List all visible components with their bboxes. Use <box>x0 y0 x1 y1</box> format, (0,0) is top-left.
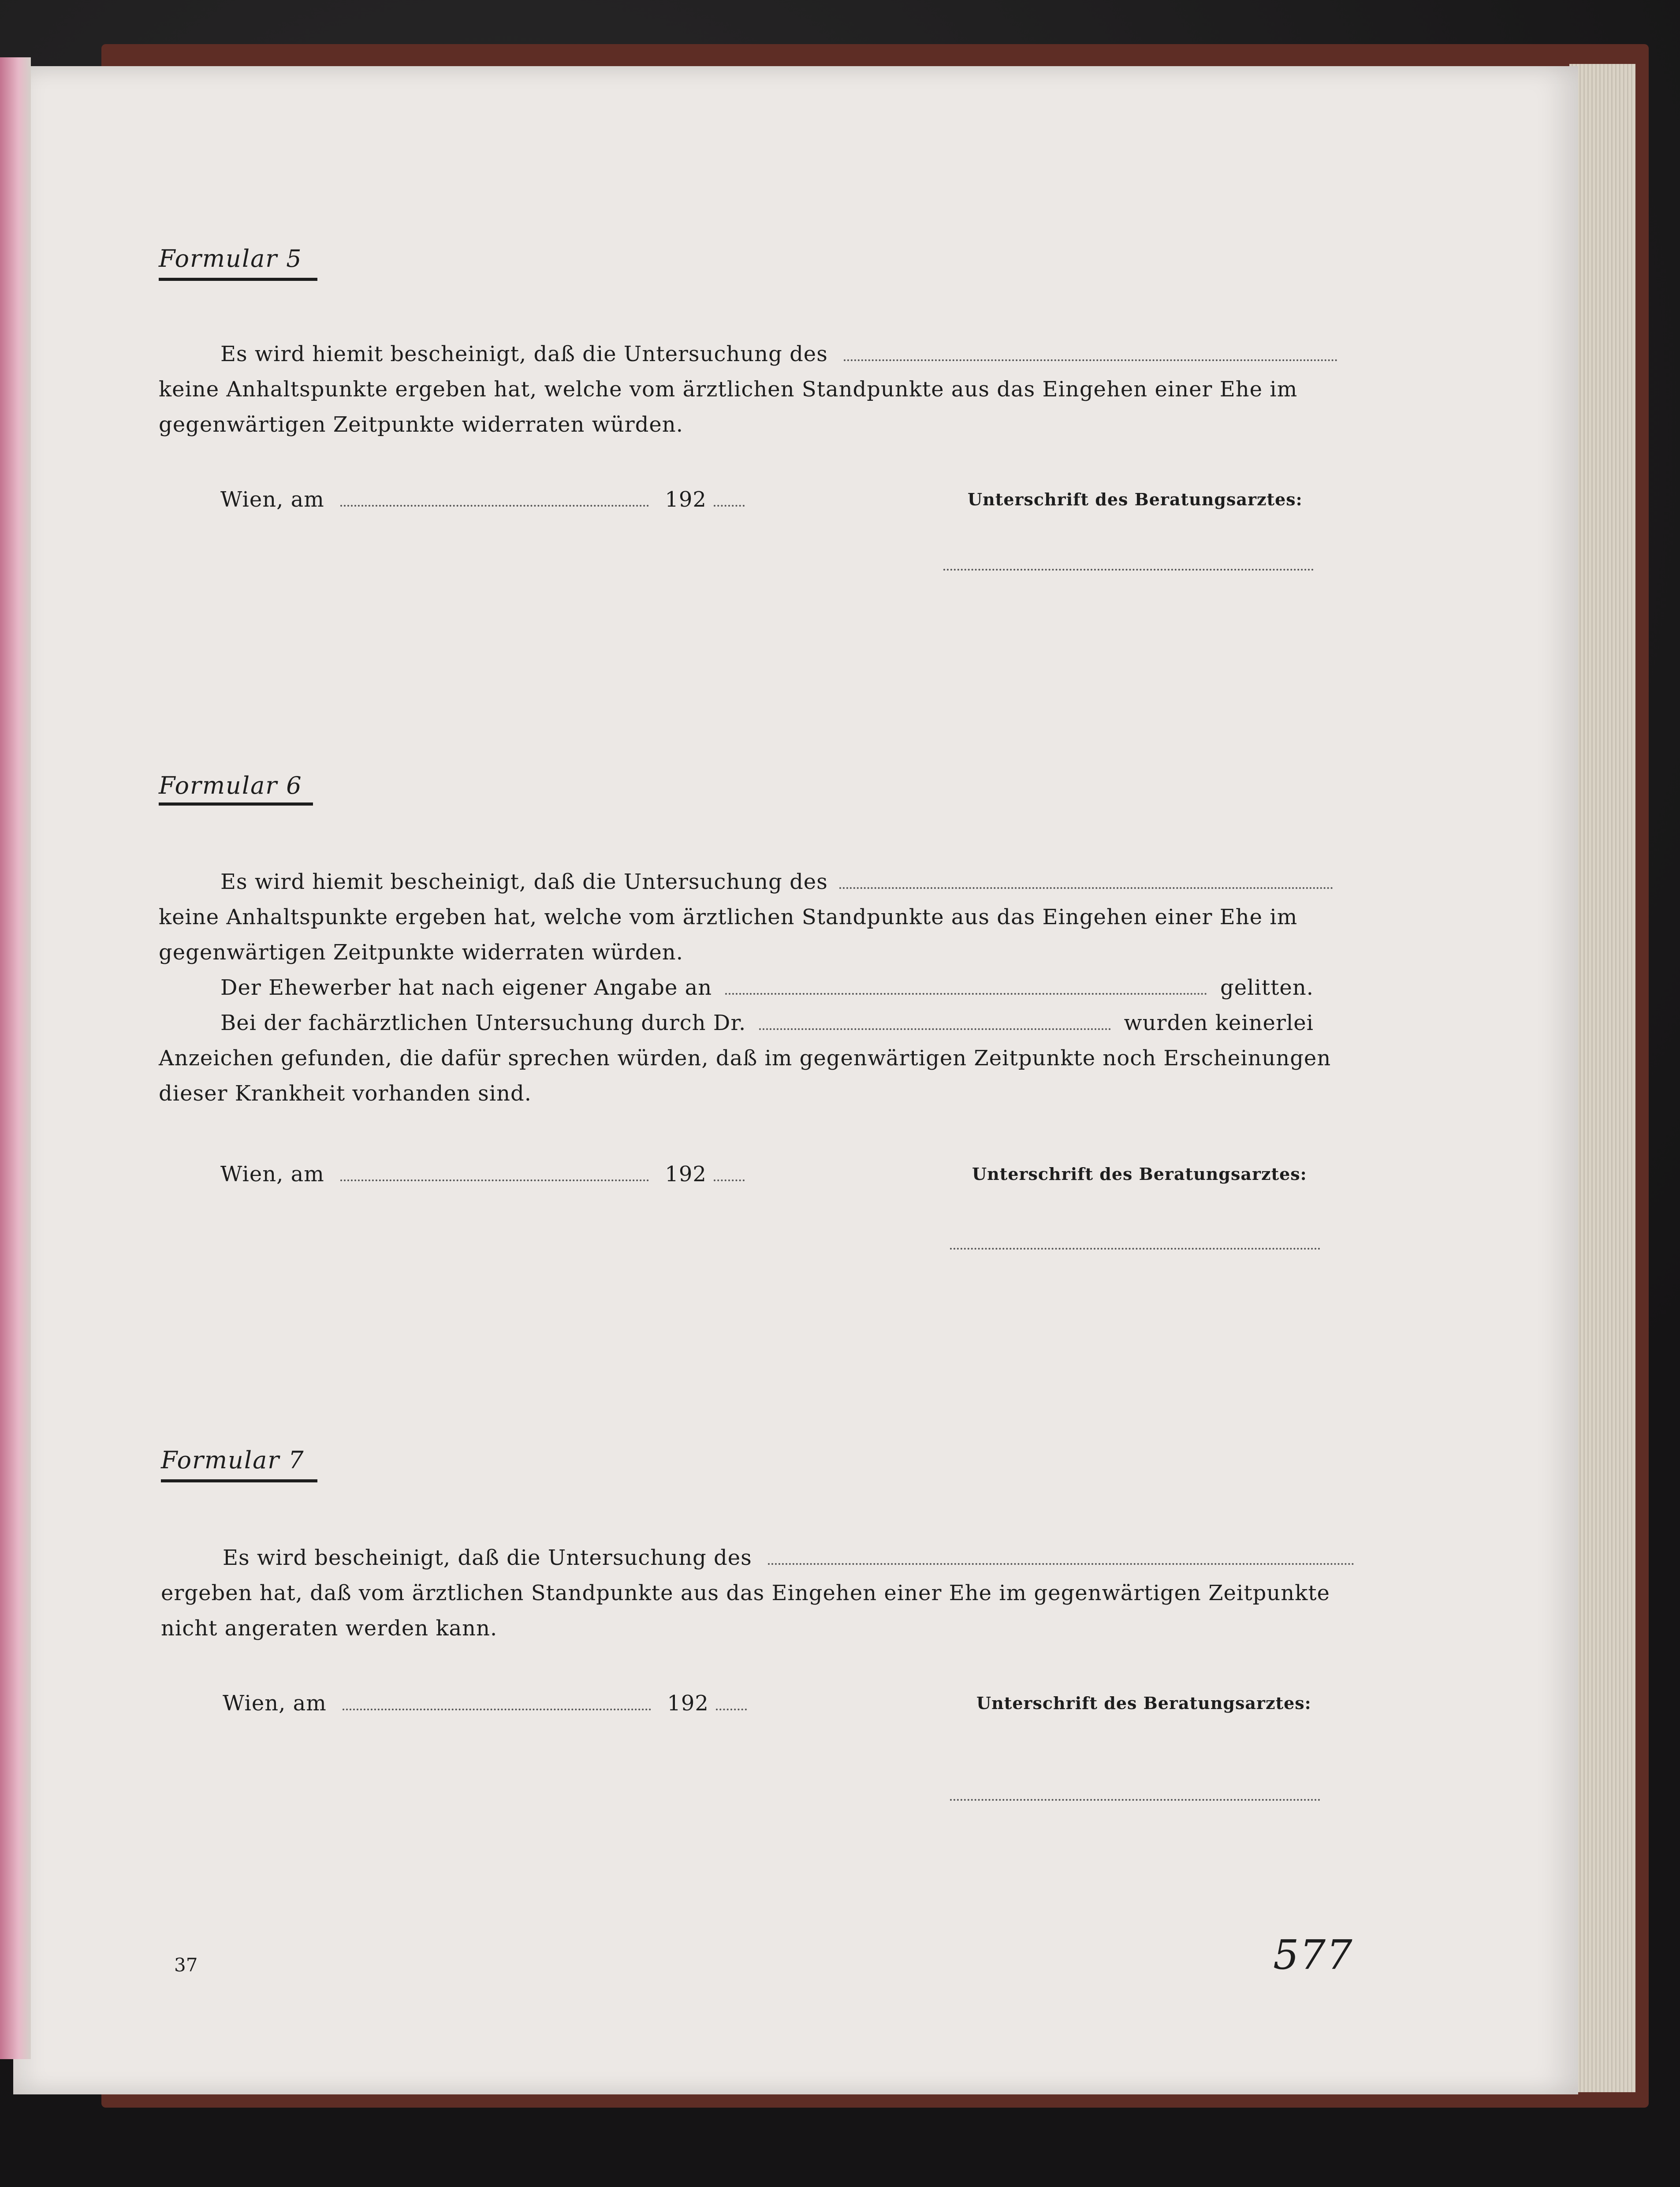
form6-date-blank <box>340 1179 649 1181</box>
form7-heading-underline <box>161 1479 317 1482</box>
form7-year-blank <box>716 1708 747 1710</box>
form6-line4-end: gelitten. <box>1220 975 1314 1000</box>
form6-signature-line <box>950 1248 1320 1250</box>
form5-signature-label: Unterschrift des Beratungsarztes: <box>968 489 1303 509</box>
form7-date-blank <box>343 1708 651 1710</box>
form6-line1 <box>220 870 1333 894</box>
form6-line7: dieser Krankheit vorhanden sind. <box>159 1081 532 1106</box>
form6-line4-start: Der Ehewerber hat nach eigener Angabe an <box>220 975 712 1000</box>
form5-year-blank <box>714 504 745 507</box>
form7-heading: Formular 7 <box>161 1446 305 1474</box>
form7-line1-text: Es wird bescheinigt, daß die Untersuchung des <box>223 1545 752 1570</box>
form6-line1-text: Es wird hiemit bescheinigt, daß die Untersuchung des <box>220 870 828 894</box>
form7-place: Wien, am <box>223 1691 327 1716</box>
form6-year: 192 <box>665 1162 707 1187</box>
form6-line5-end: wurden keinerlei <box>1124 1011 1314 1035</box>
form6-signature-label: Unterschrift des Beratungsarztes: <box>972 1164 1307 1184</box>
signature-mark: 37 <box>174 1954 198 1976</box>
form5-line2: keine Anhaltspunkte ergeben hat, welche vom ärztlichen Standpunkte aus das Eingehen einer Ehe im <box>159 377 1298 402</box>
form7-line1 <box>223 1545 1354 1570</box>
spine-edge <box>0 57 31 2059</box>
page-edges <box>1569 64 1635 2092</box>
form7-line2: ergeben hat, daß vom ärztlichen Standpunkte aus das Eingehen einer Ehe im gegenwärtigen Zeitpunkte <box>161 1581 1330 1605</box>
form5-line1 <box>220 342 1337 366</box>
form5-heading: Formular 5 <box>159 245 302 272</box>
form5-name-blank <box>844 359 1337 361</box>
form6-heading-underline <box>159 802 313 806</box>
form6-heading: Formular 6 <box>159 772 302 799</box>
form7-line3: nicht angeraten werden kann. <box>161 1616 498 1641</box>
form6-doctor-blank <box>759 1028 1110 1030</box>
form5-date-line <box>220 487 745 512</box>
form6-year-blank <box>714 1179 745 1181</box>
form7-signature-line <box>950 1799 1320 1801</box>
form5-place: Wien, am <box>220 487 324 512</box>
book-page <box>13 66 1578 2094</box>
form6-place: Wien, am <box>220 1162 324 1187</box>
form5-year: 192 <box>665 487 707 512</box>
form6-illness-blank <box>725 993 1207 995</box>
form7-date-line <box>223 1691 747 1716</box>
form7-signature-label: Unterschrift des Beratungsarztes: <box>976 1693 1311 1713</box>
form7-name-blank <box>768 1563 1354 1565</box>
form6-line5 <box>220 1011 1314 1035</box>
form5-date-blank <box>340 504 649 507</box>
form6-line5-start: Bei der fachärztlichen Untersuchung durch Dr. <box>220 1011 746 1035</box>
form6-line6: Anzeichen gefunden, die dafür sprechen würden, daß im gegenwärtigen Zeitpunkte noch Erscheinungen <box>159 1046 1331 1071</box>
form7-year: 192 <box>667 1691 709 1716</box>
form5-line1-text: Es wird hiemit bescheinigt, daß die Untersuchung des <box>220 342 828 366</box>
form6-line3: gegenwärtigen Zeitpunkte widerraten würden. <box>159 940 683 965</box>
form5-line3: gegenwärtigen Zeitpunkte widerraten würden. <box>159 412 683 437</box>
form6-line4 <box>220 975 1314 1000</box>
form6-line2: keine Anhaltspunkte ergeben hat, welche vom ärztlichen Standpunkte aus das Eingehen einer Ehe im <box>159 905 1298 929</box>
page-number: 577 <box>1273 1931 1353 1978</box>
form6-name-blank <box>839 887 1333 889</box>
form6-date-line <box>220 1162 745 1187</box>
form5-heading-underline <box>159 278 317 281</box>
form5-signature-line <box>943 569 1314 571</box>
